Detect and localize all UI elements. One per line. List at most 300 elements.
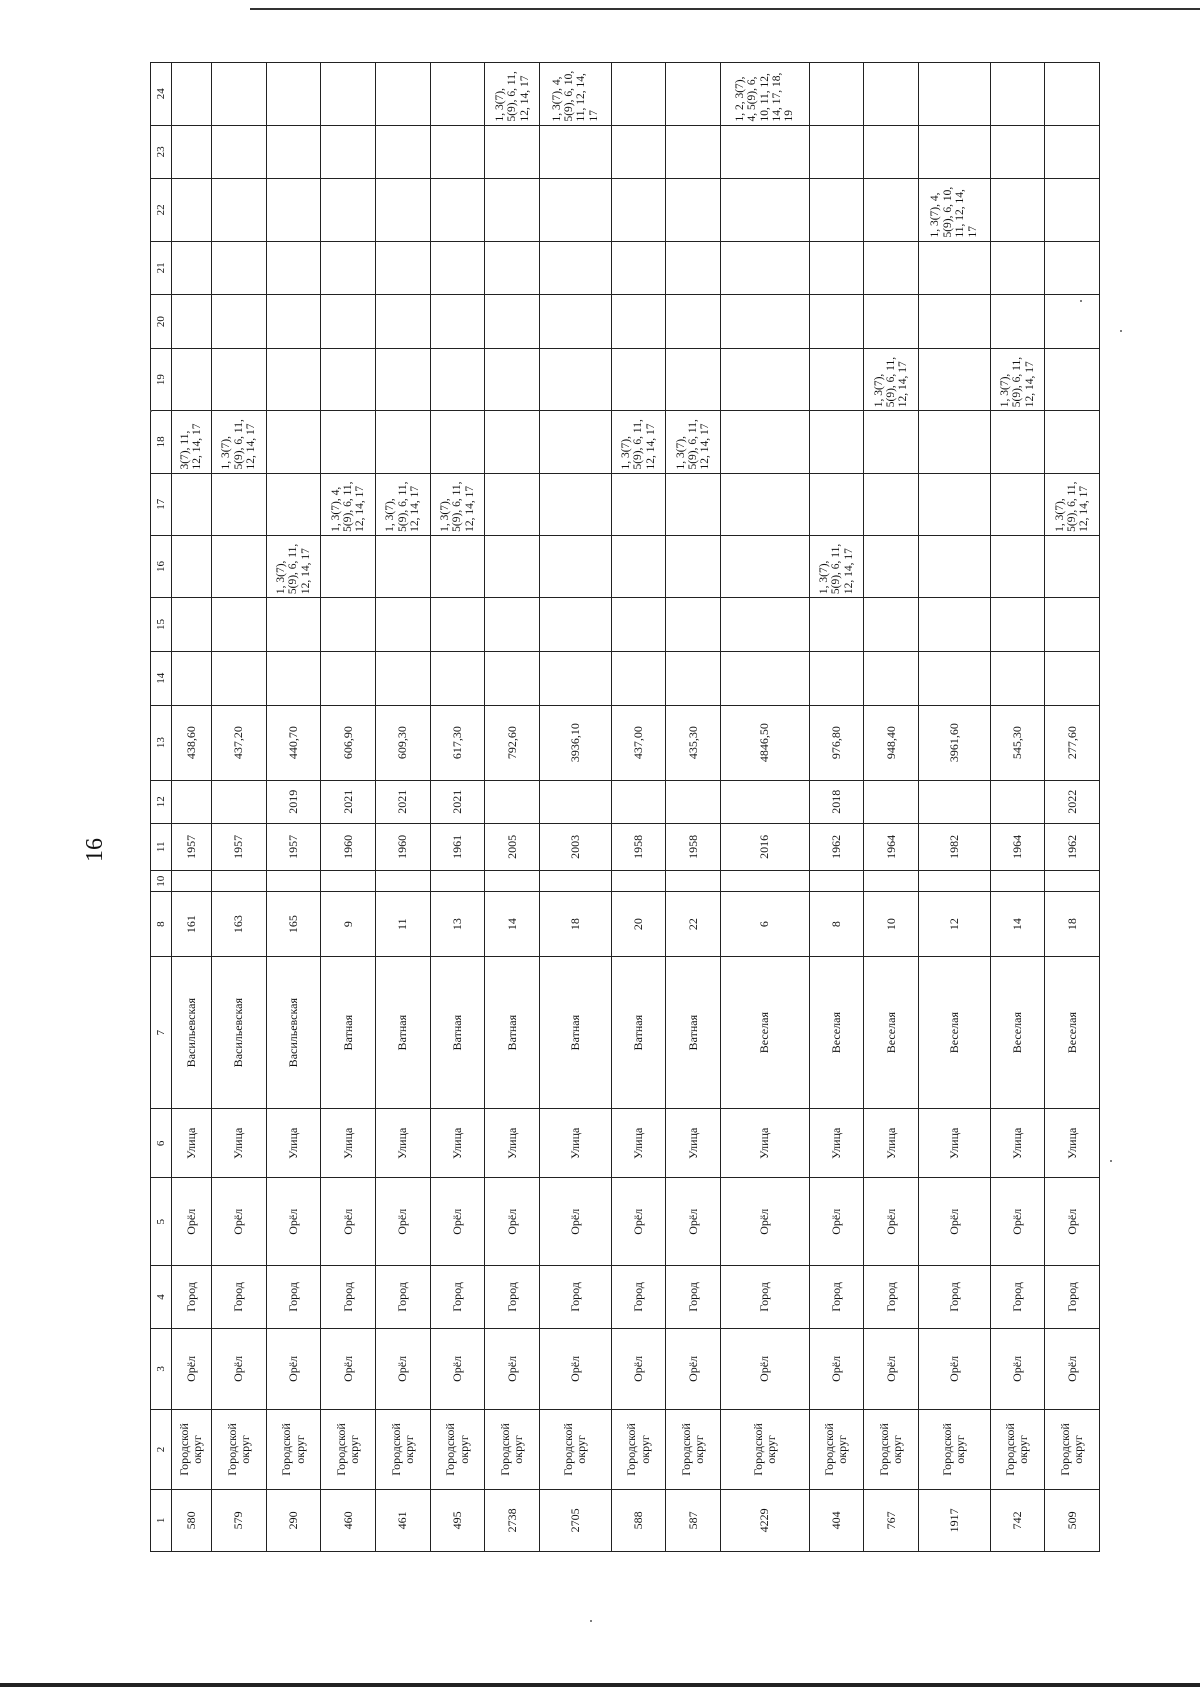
table-cell: Орёл	[918, 1328, 990, 1410]
column-header: 10	[151, 870, 172, 891]
table-cell: 617,30	[430, 705, 485, 780]
table-cell	[864, 651, 919, 705]
column-header: 13	[151, 705, 172, 780]
table-cell	[918, 780, 990, 823]
table-cell: 4229	[721, 1489, 809, 1551]
table-cell: Орёл	[809, 1328, 864, 1410]
table-cell	[721, 535, 809, 597]
table-cell	[172, 535, 212, 597]
table-cell: Орёл	[540, 1178, 612, 1266]
table-cell	[321, 348, 376, 410]
table-cell: Орёл	[864, 1328, 919, 1410]
table-cell	[666, 241, 721, 295]
table-cell: Орёл	[485, 1328, 540, 1410]
table-cell	[809, 63, 864, 126]
table-cell: Улица	[864, 1109, 919, 1178]
table-cell: 9	[321, 892, 376, 956]
table-cell: 3936,10	[540, 705, 612, 780]
table-cell	[1045, 598, 1100, 652]
table-cell: 1964	[864, 823, 919, 870]
table-cell: 18	[1045, 892, 1100, 956]
table-cell: 18	[540, 892, 612, 956]
table-cell	[1045, 348, 1100, 410]
table-cell: 2738	[485, 1489, 540, 1551]
table-cell: 10	[864, 892, 919, 956]
table-cell: 588	[611, 1489, 666, 1551]
table-cell	[1045, 535, 1100, 597]
table-cell	[918, 535, 990, 597]
table-cell	[990, 598, 1045, 652]
table-cell: Город	[430, 1266, 485, 1328]
table-cell: Веселая	[809, 956, 864, 1109]
table-cell	[990, 780, 1045, 823]
table-cell	[864, 241, 919, 295]
table-cell	[666, 179, 721, 241]
table-cell: Орёл	[211, 1178, 266, 1266]
table-cell: Город	[611, 1266, 666, 1328]
table-cell	[430, 870, 485, 891]
table-cell	[990, 125, 1045, 179]
column-header: 2	[151, 1410, 172, 1489]
table-cell	[485, 179, 540, 241]
table-cell	[321, 651, 376, 705]
table-cell: Улица	[666, 1109, 721, 1178]
table-cell: Улица	[721, 1109, 809, 1178]
table-cell	[918, 411, 990, 473]
table-cell: 437,00	[611, 705, 666, 780]
table-cell: 1, 3(7), 4, 5(9), 6, 10, 11, 12, 14, 17	[540, 63, 612, 126]
table-cell: 163	[211, 892, 266, 956]
table-cell	[864, 870, 919, 891]
column-header: 19	[151, 348, 172, 410]
scan-speck	[1110, 1160, 1112, 1162]
table-cell: 1, 3(7), 5(9), 6, 11, 12, 14, 17	[666, 411, 721, 473]
table-cell	[918, 870, 990, 891]
table-cell	[266, 179, 321, 241]
column-header: 4	[151, 1266, 172, 1328]
table-cell: Улица	[1045, 1109, 1100, 1178]
table-cell	[611, 535, 666, 597]
table-row	[990, 63, 1045, 1552]
table-cell	[990, 473, 1045, 535]
table-cell	[864, 179, 919, 241]
table-cell	[918, 241, 990, 295]
column-header: 24	[151, 63, 172, 126]
table-cell: 1962	[809, 823, 864, 870]
table-cell: Городской округ	[321, 1410, 376, 1489]
table-cell: 1, 3(7), 5(9), 6, 11, 12, 14, 17	[809, 535, 864, 597]
table-cell	[990, 411, 1045, 473]
table-cell	[809, 179, 864, 241]
table-cell: 14	[990, 892, 1045, 956]
table-cell	[321, 179, 376, 241]
table-cell: Орёл	[211, 1328, 266, 1410]
table-cell: Городской округ	[540, 1410, 612, 1489]
table-cell	[721, 870, 809, 891]
table-row	[721, 63, 809, 1552]
table-cell: Ватная	[485, 956, 540, 1109]
table-cell	[172, 598, 212, 652]
scan-speck	[1120, 330, 1122, 332]
register-table	[150, 62, 1100, 1552]
table-cell	[540, 125, 612, 179]
column-header: 6	[151, 1109, 172, 1178]
column-header: 14	[151, 651, 172, 705]
table-cell: Веселая	[990, 956, 1045, 1109]
table-cell	[611, 348, 666, 410]
table-cell	[721, 651, 809, 705]
table-cell: Орёл	[1045, 1178, 1100, 1266]
table-cell: 1964	[990, 823, 1045, 870]
table-cell	[430, 295, 485, 349]
table-cell: Городской округ	[430, 1410, 485, 1489]
table-cell	[211, 535, 266, 597]
column-header: 3	[151, 1328, 172, 1410]
table-cell	[266, 598, 321, 652]
table-row	[540, 63, 612, 1552]
table-cell	[540, 295, 612, 349]
table-cell: Город	[721, 1266, 809, 1328]
table-cell: Ватная	[321, 956, 376, 1109]
table-cell	[266, 411, 321, 473]
table-cell	[376, 295, 431, 349]
table-cell: Веселая	[918, 956, 990, 1109]
table-cell: 1, 3(7), 5(9), 6, 11, 12, 14, 17	[864, 348, 919, 410]
table-cell: Улица	[376, 1109, 431, 1178]
table-cell	[864, 598, 919, 652]
table-cell: 3961,60	[918, 705, 990, 780]
table-cell	[918, 63, 990, 126]
table-cell	[666, 870, 721, 891]
table-cell: Город	[172, 1266, 212, 1328]
table-cell: 1, 3(7), 5(9), 6, 11, 12, 14, 17	[485, 63, 540, 126]
table-row	[666, 63, 721, 1552]
table-cell	[990, 241, 1045, 295]
table-cell	[376, 241, 431, 295]
table-cell: Городской округ	[666, 1410, 721, 1489]
table-cell	[172, 780, 212, 823]
column-header: 18	[151, 411, 172, 473]
table-cell	[321, 295, 376, 349]
table-cell	[430, 179, 485, 241]
table-cell: Городской округ	[864, 1410, 919, 1489]
table-cell: 1, 3(7), 5(9), 6, 11, 12, 14, 17	[430, 473, 485, 535]
table-cell	[1045, 295, 1100, 349]
table-cell	[172, 473, 212, 535]
table-cell: 1957	[211, 823, 266, 870]
table-row	[864, 63, 919, 1552]
table-cell	[485, 651, 540, 705]
table-cell	[172, 870, 212, 891]
table-body	[172, 63, 1100, 1552]
table-cell	[376, 179, 431, 241]
table-cell	[611, 651, 666, 705]
table-cell	[376, 535, 431, 597]
scan-speck	[1080, 300, 1082, 302]
table-cell	[266, 125, 321, 179]
table-cell	[430, 535, 485, 597]
table-cell	[666, 125, 721, 179]
table-cell	[430, 598, 485, 652]
table-cell: 2016	[721, 823, 809, 870]
column-header: 12	[151, 780, 172, 823]
table-cell	[864, 63, 919, 126]
table-cell	[172, 651, 212, 705]
table-cell: Орёл	[918, 1178, 990, 1266]
table-cell	[611, 295, 666, 349]
table-cell: Улица	[172, 1109, 212, 1178]
header-row	[151, 63, 172, 1552]
table-cell: Город	[918, 1266, 990, 1328]
table-row	[611, 63, 666, 1552]
table-cell: Орёл	[485, 1178, 540, 1266]
table-cell: Городской округ	[721, 1410, 809, 1489]
table-row	[430, 63, 485, 1552]
table-cell	[266, 870, 321, 891]
table-cell: 580	[172, 1489, 212, 1551]
table-cell	[918, 125, 990, 179]
table-cell	[321, 411, 376, 473]
column-header: 17	[151, 473, 172, 535]
table-cell: 1, 3(7), 4, 5(9), 6, 11, 12, 14, 17	[321, 473, 376, 535]
table-cell: 609,30	[376, 705, 431, 780]
table-cell	[266, 473, 321, 535]
table-cell	[611, 125, 666, 179]
table-cell	[321, 535, 376, 597]
table-cell	[918, 473, 990, 535]
table-cell: Городской округ	[485, 1410, 540, 1489]
table-cell: Городской округ	[611, 1410, 666, 1489]
table-cell	[211, 241, 266, 295]
table-cell: Город	[809, 1266, 864, 1328]
table-cell: Орёл	[540, 1328, 612, 1410]
table-cell	[211, 125, 266, 179]
table-row	[485, 63, 540, 1552]
table-cell: Орёл	[430, 1178, 485, 1266]
table-cell	[1045, 411, 1100, 473]
table-cell	[266, 295, 321, 349]
column-header: 16	[151, 535, 172, 597]
table-cell	[990, 179, 1045, 241]
table-cell	[321, 241, 376, 295]
table-cell: 22	[666, 892, 721, 956]
table-cell	[809, 295, 864, 349]
table-cell	[211, 870, 266, 891]
table-cell	[430, 651, 485, 705]
table-cell: 1, 3(7), 4, 5(9), 6, 10, 11, 12, 14, 17	[918, 179, 990, 241]
table-cell	[666, 295, 721, 349]
table-cell: 1962	[1045, 823, 1100, 870]
table-cell	[540, 179, 612, 241]
table-cell	[809, 348, 864, 410]
table-cell: 2021	[376, 780, 431, 823]
table-cell	[540, 411, 612, 473]
table-cell: Орёл	[321, 1178, 376, 1266]
table-cell	[540, 780, 612, 823]
table-cell: Город	[1045, 1266, 1100, 1328]
table-cell	[666, 651, 721, 705]
table-cell	[666, 63, 721, 126]
table-cell	[485, 348, 540, 410]
table-cell	[1045, 870, 1100, 891]
table-cell	[266, 241, 321, 295]
table-cell: 2705	[540, 1489, 612, 1551]
table-cell	[864, 125, 919, 179]
table-cell: 6	[721, 892, 809, 956]
table-cell	[666, 473, 721, 535]
table-cell	[172, 295, 212, 349]
table-cell: 14	[485, 892, 540, 956]
table-cell: 438,60	[172, 705, 212, 780]
top-rule	[250, 8, 1200, 10]
table-cell	[809, 241, 864, 295]
table-cell: 11	[376, 892, 431, 956]
table-cell: Орёл	[266, 1178, 321, 1266]
table-cell	[990, 535, 1045, 597]
table-cell: Орёл	[376, 1328, 431, 1410]
table-cell: 545,30	[990, 705, 1045, 780]
table-cell: 495	[430, 1489, 485, 1551]
table-cell	[172, 241, 212, 295]
table-cell: 2021	[430, 780, 485, 823]
table-cell: 767	[864, 1489, 919, 1551]
table-cell: Ватная	[611, 956, 666, 1109]
table-cell	[990, 651, 1045, 705]
column-header: 15	[151, 598, 172, 652]
column-header: 11	[151, 823, 172, 870]
table-cell	[485, 535, 540, 597]
table-row	[321, 63, 376, 1552]
table-cell	[211, 651, 266, 705]
scan-speck	[590, 1620, 592, 1622]
table-cell: 461	[376, 1489, 431, 1551]
table-cell: 1, 3(7), 5(9), 6, 11, 12, 14, 17	[376, 473, 431, 535]
table-cell	[540, 651, 612, 705]
table-cell	[809, 125, 864, 179]
table-cell: 3(7), 11, 12, 14, 17	[172, 411, 212, 473]
table-cell	[485, 780, 540, 823]
table-cell	[611, 473, 666, 535]
table-cell	[918, 295, 990, 349]
table-cell	[918, 651, 990, 705]
table-cell: 440,70	[266, 705, 321, 780]
table-cell	[666, 348, 721, 410]
table-cell: 509	[1045, 1489, 1100, 1551]
table-cell	[172, 63, 212, 126]
table-cell: 460	[321, 1489, 376, 1551]
table-cell: Город	[266, 1266, 321, 1328]
column-header: 1	[151, 1489, 172, 1551]
table-cell: Васильевская	[211, 956, 266, 1109]
table-cell	[485, 125, 540, 179]
table-cell	[211, 780, 266, 823]
table-cell: 277,60	[1045, 705, 1100, 780]
table-cell	[666, 780, 721, 823]
table-cell	[376, 348, 431, 410]
table-cell: Улица	[918, 1109, 990, 1178]
table-cell	[540, 241, 612, 295]
table-cell: 2005	[485, 823, 540, 870]
table-cell: Улица	[485, 1109, 540, 1178]
table-cell	[611, 598, 666, 652]
table-cell	[266, 348, 321, 410]
table-cell: Город	[540, 1266, 612, 1328]
column-header: 7	[151, 956, 172, 1109]
table-cell: Орёл	[321, 1328, 376, 1410]
table-cell	[809, 598, 864, 652]
table-cell	[809, 651, 864, 705]
table-cell: 1958	[611, 823, 666, 870]
table-cell: Ватная	[376, 956, 431, 1109]
bottom-rule	[0, 1683, 1200, 1687]
table-cell: 1960	[376, 823, 431, 870]
table-cell	[864, 535, 919, 597]
table-cell: Ватная	[540, 956, 612, 1109]
table-cell	[172, 348, 212, 410]
table-cell: Улица	[540, 1109, 612, 1178]
table-cell: Город	[321, 1266, 376, 1328]
table-cell	[321, 870, 376, 891]
table-cell: Город	[864, 1266, 919, 1328]
table-cell: 165	[266, 892, 321, 956]
table-cell: 606,90	[321, 705, 376, 780]
table-cell	[611, 870, 666, 891]
table-cell: Город	[376, 1266, 431, 1328]
table-cell: 2019	[266, 780, 321, 823]
table-cell: 8	[809, 892, 864, 956]
table-cell	[211, 598, 266, 652]
table-cell	[430, 125, 485, 179]
table-cell: Орёл	[430, 1328, 485, 1410]
table-cell	[376, 411, 431, 473]
table-cell	[721, 295, 809, 349]
table-cell: 1, 3(7), 5(9), 6, 11, 12, 14, 17	[1045, 473, 1100, 535]
table-cell	[321, 63, 376, 126]
table-cell: Васильевская	[266, 956, 321, 1109]
table-cell	[540, 473, 612, 535]
table-cell: Городской округ	[918, 1410, 990, 1489]
table-cell: Орёл	[666, 1178, 721, 1266]
table-cell	[266, 63, 321, 126]
table-cell	[721, 348, 809, 410]
table-cell: Городской округ	[266, 1410, 321, 1489]
table-cell	[809, 870, 864, 891]
table-cell	[211, 473, 266, 535]
table-cell: Орёл	[266, 1328, 321, 1410]
table-cell	[485, 295, 540, 349]
table-cell: Орёл	[721, 1328, 809, 1410]
table-cell	[666, 598, 721, 652]
table-cell: Орёл	[172, 1178, 212, 1266]
column-header: 5	[151, 1178, 172, 1266]
table-cell: 2021	[321, 780, 376, 823]
table-cell: 12	[918, 892, 990, 956]
table-cell: 2018	[809, 780, 864, 823]
table-cell: Город	[485, 1266, 540, 1328]
table-cell: Улица	[266, 1109, 321, 1178]
table-cell: Городской округ	[211, 1410, 266, 1489]
table-cell	[376, 63, 431, 126]
table-cell: Веселая	[1045, 956, 1100, 1109]
table-cell	[211, 63, 266, 126]
table-cell: 435,30	[666, 705, 721, 780]
table-cell	[721, 473, 809, 535]
table-cell	[376, 870, 431, 891]
table-cell	[376, 125, 431, 179]
table-cell	[721, 125, 809, 179]
table-cell: 1, 2, 3(7), 4, 5(9), 6, 10, 11, 12, 14, 17, 18, 19	[721, 63, 809, 126]
table-cell: Улица	[611, 1109, 666, 1178]
